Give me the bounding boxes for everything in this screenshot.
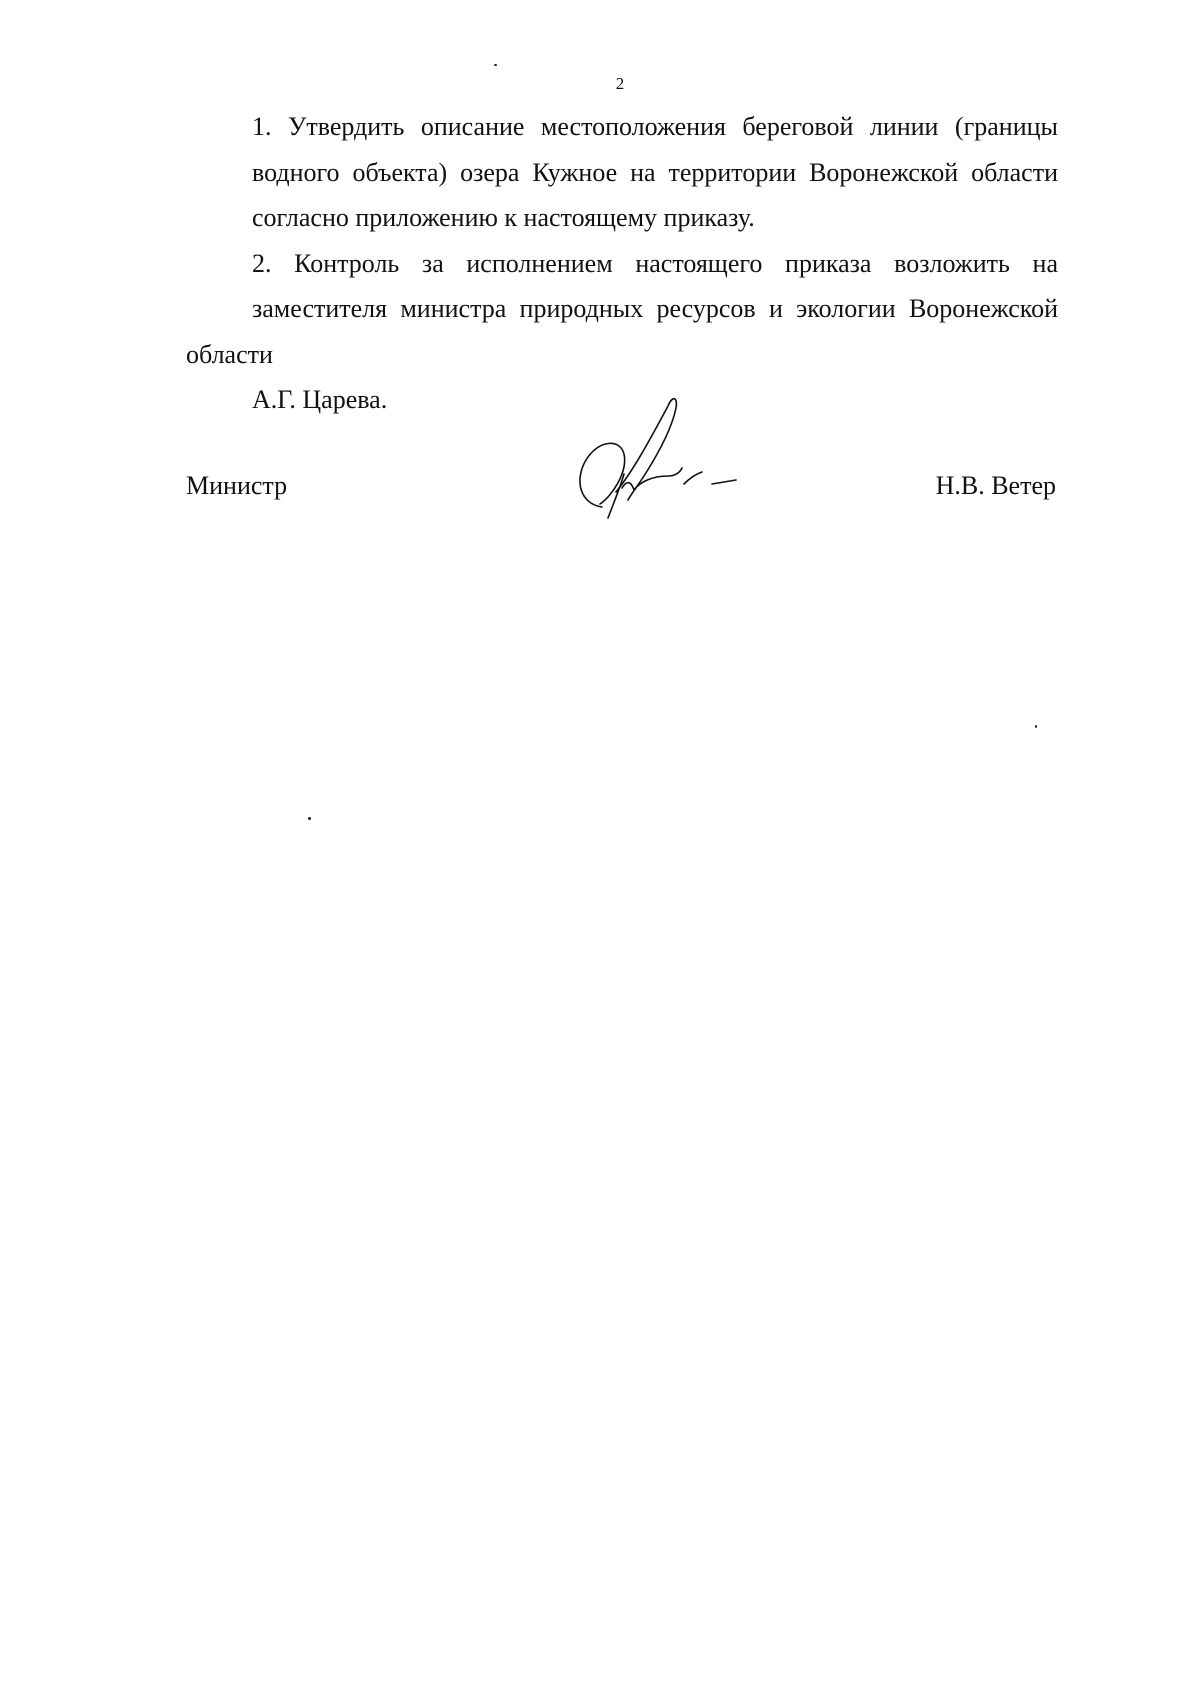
paragraph-line: 1. Утвердить описание местоположения береговой линии (границы	[252, 112, 1058, 141]
scan-speck	[308, 817, 311, 820]
paragraph-1	[186, 104, 1058, 241]
page-number: 2	[615, 74, 625, 93]
document-body	[186, 104, 1058, 423]
paragraph-line: согласно приложению к настоящему приказу.	[252, 203, 755, 232]
handwritten-signature	[572, 392, 742, 522]
paragraph-line: заместителя министра природных ресурсов и экологии Воронежской области	[186, 294, 1058, 369]
scan-speck	[1035, 725, 1037, 728]
paragraph-line: А.Г. Царева.	[252, 385, 388, 414]
paragraph-line: водного объекта) озера Кужное на территории Воронежской области	[252, 157, 1058, 187]
signatory-title: Министр	[186, 471, 288, 500]
paragraph-line: 2. Контроль за исполнением настоящего приказа возложить на	[252, 248, 1058, 278]
scan-speck	[494, 64, 497, 66]
signatory-name: Н.В. Ветер	[935, 471, 1056, 500]
